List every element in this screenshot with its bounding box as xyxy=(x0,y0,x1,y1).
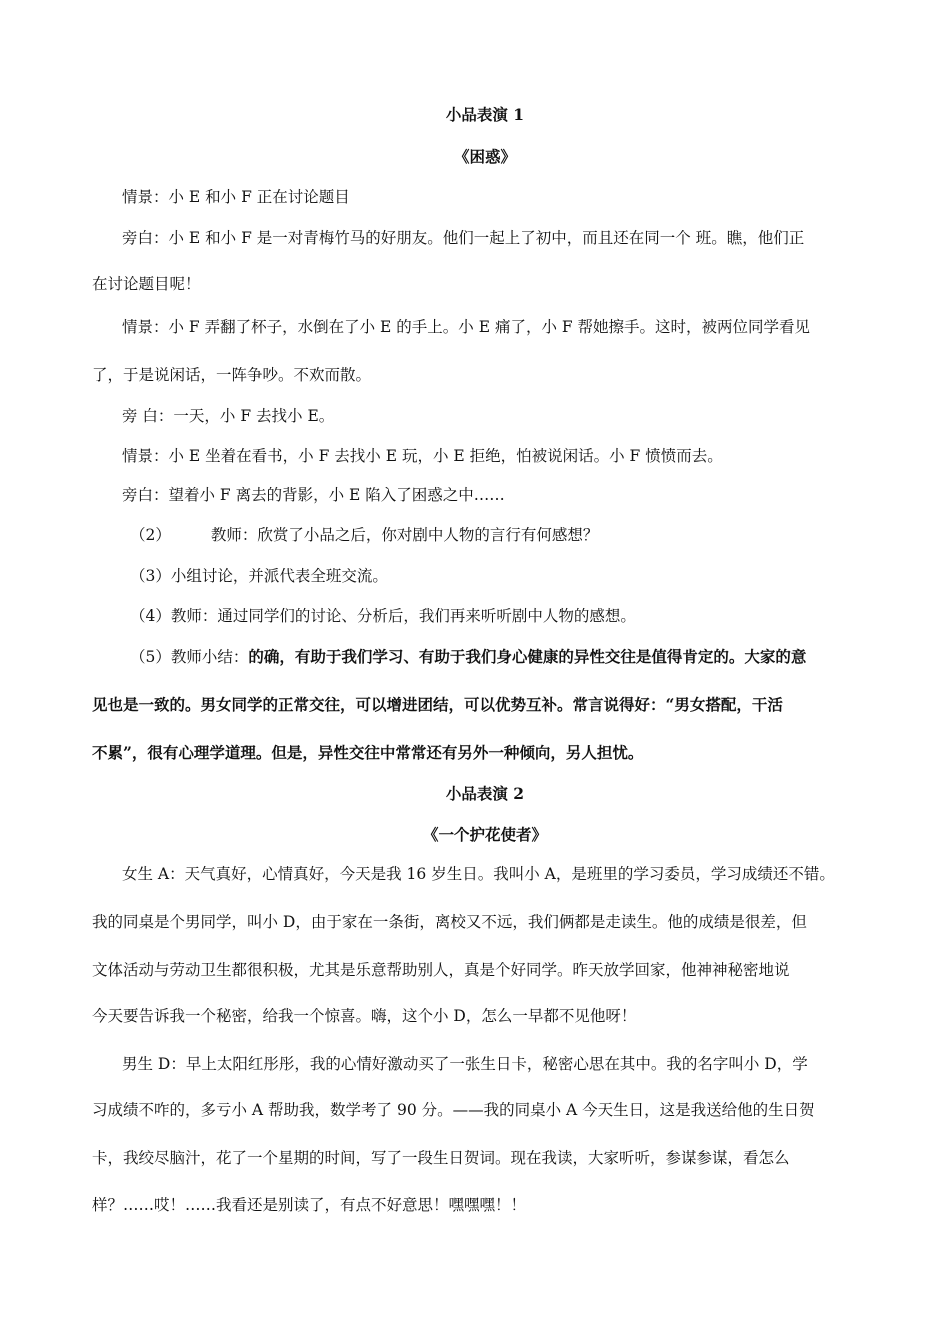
paragraph-line: 卡，我绞尽脑汁，花了一个星期的时间，写了一段生日贺词。现在我读，大家听听，参谋参谋，看怎么 xyxy=(92,1149,790,1167)
step-5-summary-line: 不累”，很有心理学道理。但是，异性交往中常常还有另外一种倾向，另人担忧。 xyxy=(92,743,644,762)
skit2-heading: 小品表演 2 xyxy=(445,784,525,803)
paragraph-line: 男生 D：早上太阳红彤彤，我的心情好激动买了一张生日卡，秘密心思在其中。我的名字叫小 D，学 xyxy=(122,1055,808,1073)
paragraph-line: 旁白：望着小 F 离去的背影，小 E 陷入了困惑之中…… xyxy=(122,486,505,504)
paragraph-line: 情景：小 E 和小 F 正在讨论题目 xyxy=(122,188,350,206)
skit1-title: 《困惑》 xyxy=(453,147,516,166)
step-4: （4）教师：通过同学们的讨论、分析后，我们再来听听剧中人物的感想。 xyxy=(130,607,636,625)
paragraph-line: 情景：小 F 弄翻了杯子，水倒在了小 E 的手上。小 E 痛了，小 F 帮她擦手。这时，被两位同学看见 xyxy=(122,318,811,336)
paragraph-line: 了，于是说闲话，一阵争吵。不欢而散。 xyxy=(92,366,372,384)
step-3: （3）小组讨论，并派代表全班交流。 xyxy=(130,567,388,585)
paragraph-line: 女生 A：天气真好，心情真好，今天是我 16 岁生日。我叫小 A，是班里的学习委员，学习成绩还不错。 xyxy=(122,865,835,883)
step-2-number: （2） xyxy=(130,526,171,544)
step-5 xyxy=(130,646,878,668)
step-2 xyxy=(130,524,878,546)
step-5-prefix: （5）教师小结： xyxy=(130,648,249,666)
step-2-text: 教师：欣赏了小品之后，你对剧中人物的言行有何感想？ xyxy=(210,526,599,544)
paragraph-line: 今天要告诉我一个秘密，给我一个惊喜。嗨，这个小 D，怎么一早都不见他呀！ xyxy=(92,1007,637,1025)
paragraph-line: 习成绩不咋的，多亏小 A 帮助我，数学考了 90 分。——我的同桌小 A 今天生日，这是我送给他的生日贺 xyxy=(92,1101,815,1119)
step-5-summary: 的确，有助于我们学习、有助于我们身心健康的异性交往是值得肯定的。大家的意 xyxy=(248,647,807,666)
paragraph-line: 我的同桌是个男同学，叫小 D，由于家在一条街，离校又不远，我们俩都是走读生。他的成绩是很差，但 xyxy=(92,913,807,931)
paragraph-line: 样？……哎！……我看还是别读了，有点不好意思！嘿嘿嘿！！ xyxy=(92,1196,527,1214)
skit1-heading: 小品表演 1 xyxy=(445,105,525,124)
skit2-title: 《一个护花使者》 xyxy=(422,825,547,844)
paragraph-line: 文体活动与劳动卫生都很积极，尤其是乐意帮助别人，真是个好同学。昨天放学回家，他神神秘密地说 xyxy=(92,961,790,979)
paragraph-line: 情景：小 E 坐着在看书，小 F 去找小 E 玩，小 E 拒绝，怕被说闲话。小 F 愤愤而去。 xyxy=(122,447,723,465)
paragraph-line: 旁 白：一天，小 F 去找小 E。 xyxy=(122,407,335,425)
paragraph-line: 旁白：小 E 和小 F 是一对青梅竹马的好朋友。他们一起上了初中，而且还在同一个 班。瞧，他们正 xyxy=(122,229,805,247)
step-5-summary-line: 见也是一致的。男女同学的正常交往，可以增进团结，可以优势互补。常言说得好：“男女搭配，干活 xyxy=(92,695,783,714)
paragraph-line: 在讨论题目呢！ xyxy=(92,275,201,293)
